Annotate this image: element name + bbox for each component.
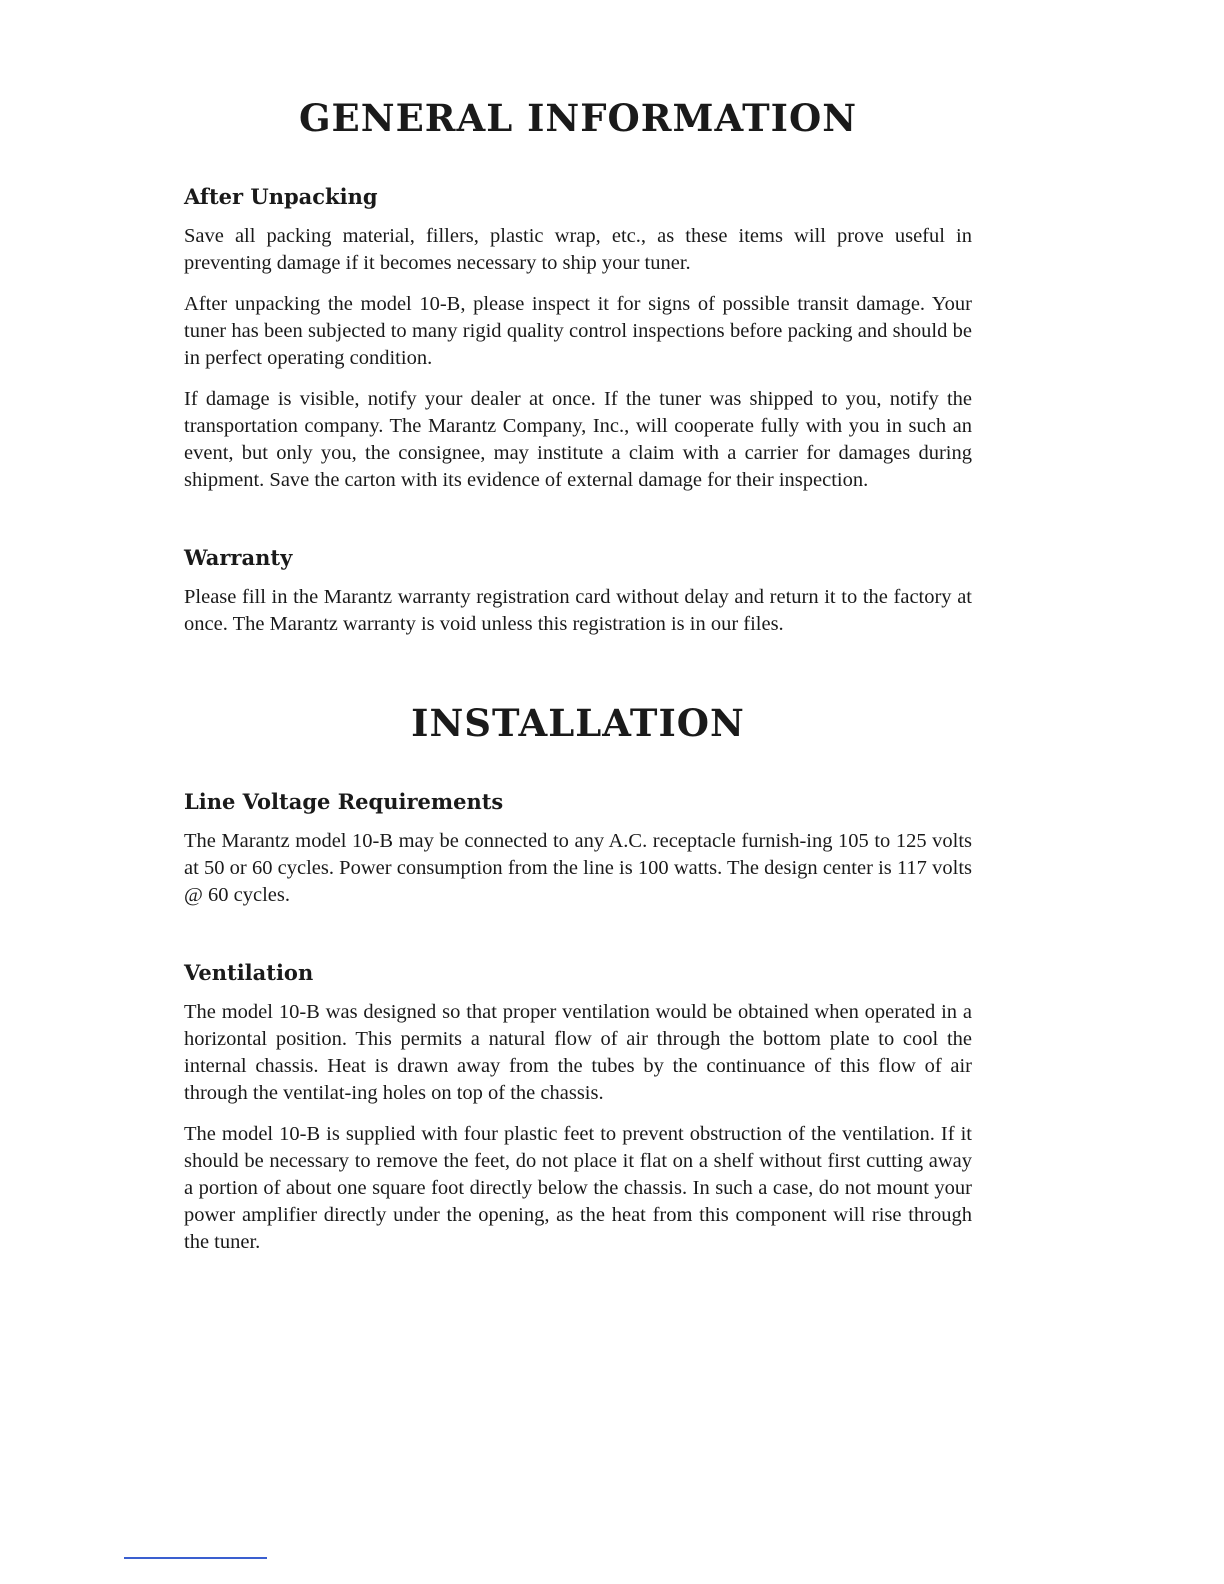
ventilation-heading: Ventilation	[184, 960, 314, 985]
line-voltage-heading: Line Voltage Requirements	[184, 789, 504, 814]
ventilation-paragraph-2: The model 10-B is supplied with four plastic feet to prevent obstruction of the ventilation. If it should be necessary to remove the feet, do not place it flat on a shelf without first cutting away a portion of about one square foot directly below the chassis. In such a case, do not mount your power amplifier directly under the opening, as the heat from this component will rise through the tuner.	[184, 1123, 972, 1253]
general-information-title: GENERAL INFORMATION	[298, 96, 858, 140]
line-voltage-paragraph: The Marantz model 10-B may be connected to any A.C. receptacle furnish-ing 105 to 125 volts at 50 or 60 cycles. Power consumption from the line is 100 watts. The design center is 117 volts @ 60 cycles.	[184, 830, 972, 906]
after-unpacking-paragraph-2: After unpacking the model 10-B, please inspect it for signs of possible transit damage. Your tuner has been subjected to many rigid quality control inspections before packing and should be in perfect operating condition.	[184, 293, 972, 369]
warranty-heading: Warranty	[184, 545, 293, 570]
ventilation-paragraph-1: The model 10-B was designed so that proper ventilation would be obtained when operated in a horizontal position. This permits a natural flow of air through the bottom plate to cool the internal chassis. Heat is drawn away from the tubes by the continuance of this flow of air through the ventilat-ing holes on top of the chassis.	[184, 1001, 972, 1104]
after-unpacking-paragraph-3: If damage is visible, notify your dealer at once. If the tuner was shipped to you, notify the transportation company. The Marantz Company, Inc., will cooperate fully with you in such an event, but only you, the consignee, may institute a claim with a carrier for damages during shipment. Save the carton with its evidence of external damage for their inspection.	[184, 388, 972, 491]
after-unpacking-heading: After Unpacking	[184, 184, 378, 209]
warranty-paragraph: Please fill in the Marantz warranty registration card without delay and return it to the factory at once. The Marantz warranty is void unless this registration is in our files.	[184, 586, 972, 635]
footer-rule	[124, 1557, 267, 1559]
after-unpacking-paragraph-1: Save all packing material, fillers, plastic wrap, etc., as these items will prove useful in preventing damage if it becomes necessary to ship your tuner.	[184, 225, 972, 274]
document-page	[184, 95, 972, 1256]
installation-title: INSTALLATION	[411, 701, 745, 745]
